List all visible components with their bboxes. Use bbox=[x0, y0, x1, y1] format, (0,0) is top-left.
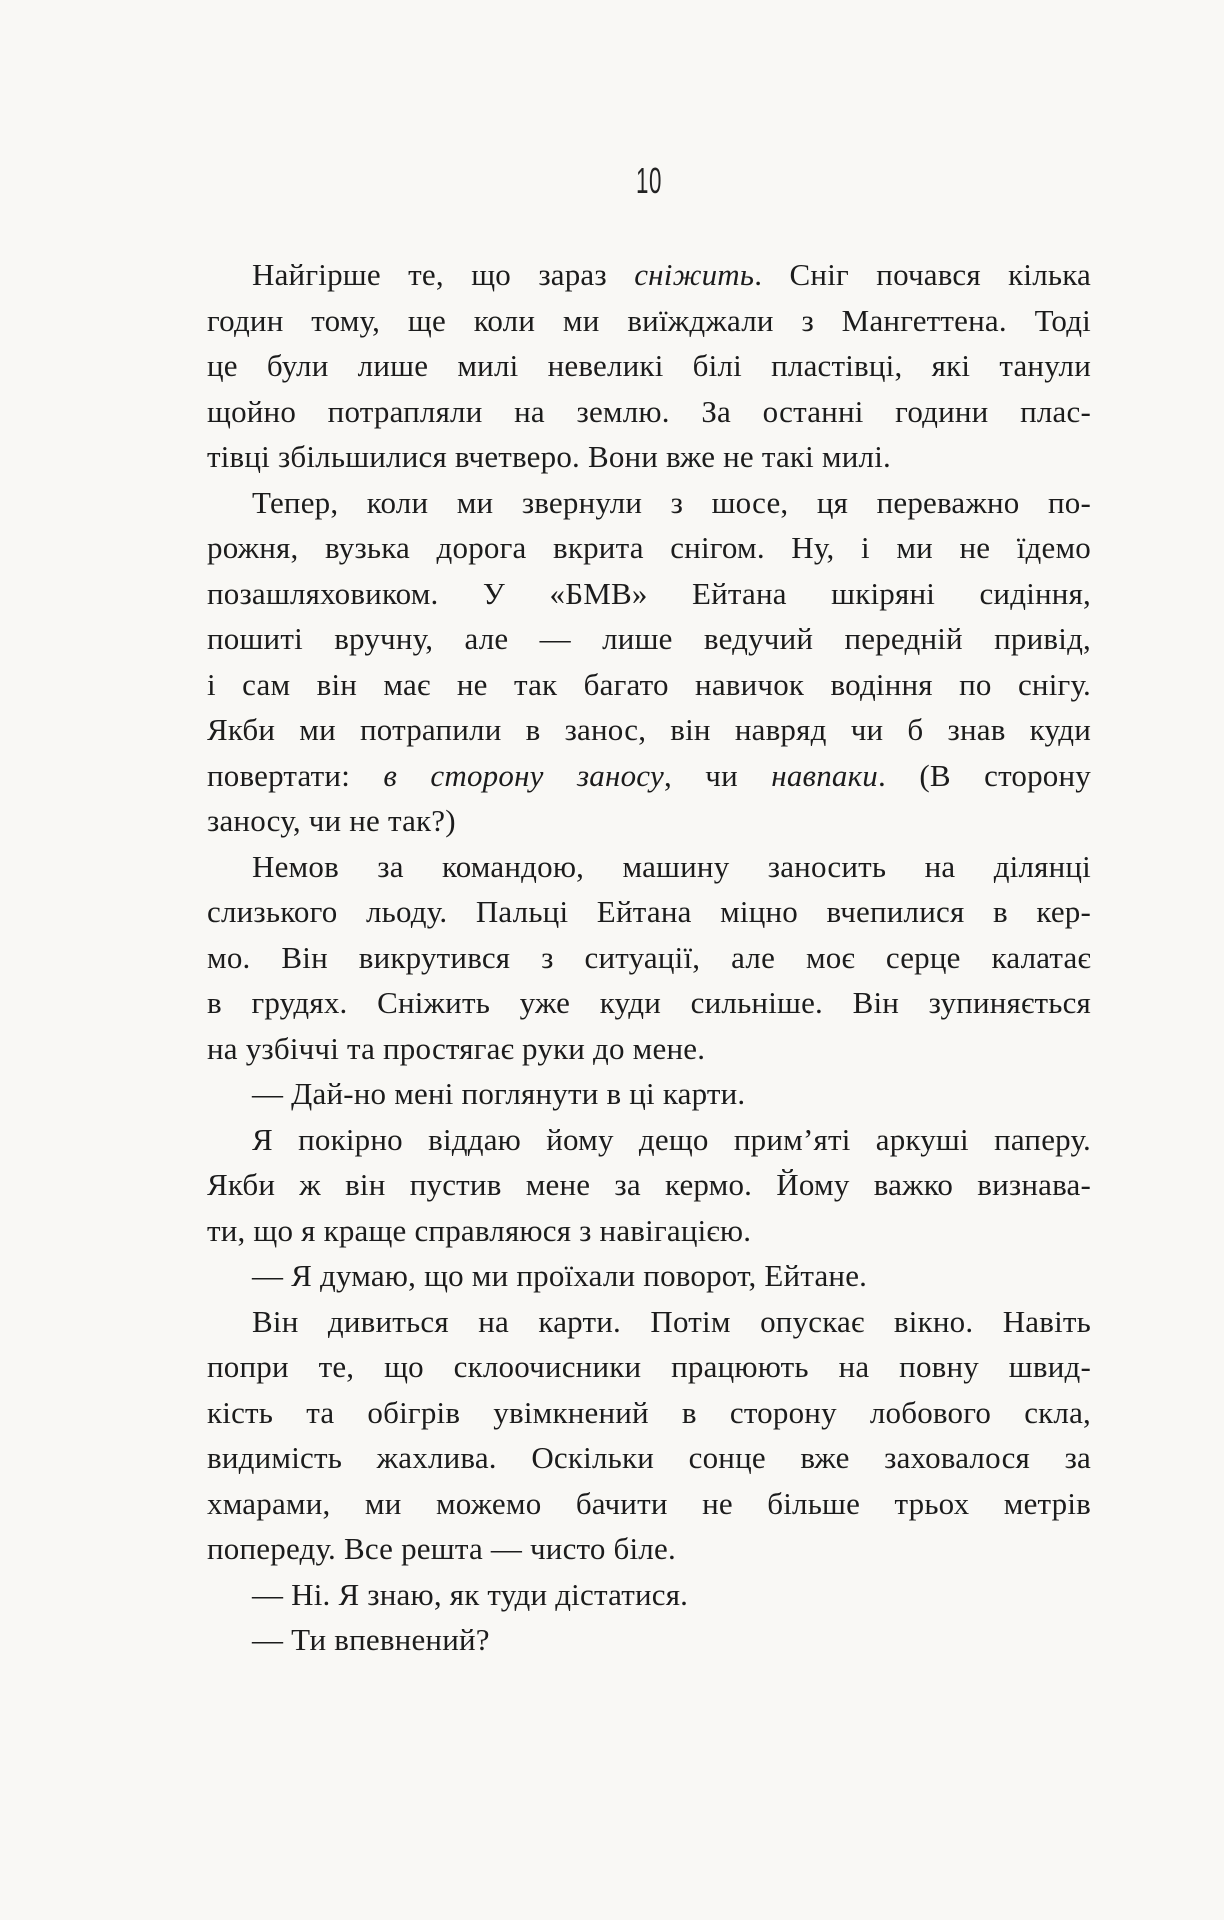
text-line bbox=[207, 798, 1091, 844]
text-line bbox=[207, 389, 1091, 435]
regular-text: слизького льоду. Пальці Ейтана міцно вчепилися в кер- bbox=[207, 894, 1091, 929]
regular-text: — Я думаю, що ми проїхали поворот, Ейтане. bbox=[252, 1258, 868, 1293]
regular-text: Він дивиться на карти. Потім опускає вікно. Навіть bbox=[252, 1303, 1091, 1339]
page-number: 10 bbox=[635, 160, 663, 201]
text-line bbox=[207, 707, 1091, 753]
paragraph bbox=[207, 252, 1091, 480]
regular-text: попереду. Все решта — чисто біле. bbox=[207, 1531, 676, 1566]
text-line bbox=[207, 1026, 1091, 1072]
text-line bbox=[207, 1390, 1091, 1436]
regular-text: — Ти впевнений? bbox=[252, 1622, 490, 1657]
regular-text: це були лише милі невеликі білі пластівці, які танули bbox=[207, 348, 1091, 383]
text-line bbox=[207, 980, 1091, 1026]
regular-text: годин тому, ще коли ми виїжджали з Мангеттена. Тоді bbox=[207, 302, 1091, 338]
text-line bbox=[207, 1481, 1091, 1527]
regular-text: повертати: bbox=[207, 757, 384, 793]
regular-text: мо. Він викрутився з ситуації, але моє серце калатає bbox=[207, 939, 1091, 975]
regular-text: заносу, чи не так?) bbox=[207, 803, 456, 838]
regular-text: тівці збільшилися вчетверо. Вони вже не такі милі. bbox=[207, 439, 891, 474]
regular-text: в грудях. Сніжить уже куди сильніше. Він зупиняється bbox=[207, 985, 1091, 1020]
text-line bbox=[207, 1344, 1091, 1390]
text-line bbox=[207, 1435, 1091, 1481]
regular-text: Я покірно віддаю йому дещо прим’яті аркуші паперу. bbox=[252, 1121, 1091, 1157]
text-line bbox=[207, 1617, 1091, 1663]
regular-text: кість та обігрів увімкнений в сторону лобового скла, bbox=[207, 1394, 1091, 1430]
regular-text: — Ні. Я знаю, як туди дістатися. bbox=[252, 1576, 689, 1612]
text-line bbox=[207, 434, 1091, 480]
text-line bbox=[207, 844, 1091, 890]
paragraph bbox=[207, 844, 1091, 1072]
text-line bbox=[207, 889, 1091, 935]
regular-text: , чи bbox=[663, 757, 772, 793]
text-line bbox=[207, 935, 1091, 981]
page-header bbox=[207, 160, 1091, 201]
text-line bbox=[207, 1117, 1091, 1163]
paragraph bbox=[207, 1572, 1091, 1618]
paragraph bbox=[207, 1117, 1091, 1254]
text-line bbox=[207, 1071, 1091, 1117]
regular-text: Немов за командою, машину заносить на ділянці bbox=[252, 848, 1091, 884]
italic-text: в сторону заносу bbox=[383, 757, 664, 793]
regular-text: видимість жахлива. Оскільки сонце вже заховалося за bbox=[207, 1440, 1091, 1475]
regular-text: хмарами, ми можемо бачити не більше трьох метрів bbox=[207, 1485, 1091, 1521]
regular-text: на узбіччі та простягає руки до мене. bbox=[207, 1030, 706, 1066]
regular-text: рожня, вузька дорога вкрита снігом. Ну, і ми не їдемо bbox=[207, 530, 1091, 565]
text-line bbox=[207, 252, 1091, 298]
text-line bbox=[207, 571, 1091, 617]
paragraph bbox=[207, 1617, 1091, 1663]
text-line bbox=[207, 1162, 1091, 1208]
regular-text: ти, що я краще справляюся з навігацією. bbox=[207, 1212, 752, 1248]
text-line bbox=[207, 343, 1091, 389]
regular-text: пошиті вручну, але — лише ведучий передній привід, bbox=[207, 621, 1091, 656]
regular-text: . (В сторону bbox=[878, 757, 1091, 793]
regular-text: Тепер, коли ми звернули з шосе, ця переважно по- bbox=[252, 484, 1091, 520]
regular-text: Якби ми потрапили в занос, він навряд чи б знав куди bbox=[207, 712, 1091, 747]
text-line bbox=[207, 525, 1091, 571]
paragraph bbox=[207, 480, 1091, 844]
text-line bbox=[207, 298, 1091, 344]
italic-text: навпаки bbox=[771, 757, 879, 793]
regular-text: щойно потрапляли на землю. За останні години плас- bbox=[207, 393, 1091, 429]
text-line bbox=[207, 753, 1091, 799]
text-line bbox=[207, 662, 1091, 708]
text-block bbox=[207, 252, 1091, 1663]
regular-text: Найгірше те, що зараз bbox=[252, 257, 635, 292]
paragraph bbox=[207, 1071, 1091, 1117]
text-line bbox=[207, 1208, 1091, 1254]
text-line bbox=[207, 1526, 1091, 1572]
paragraph bbox=[207, 1253, 1091, 1299]
text-line bbox=[207, 1572, 1091, 1618]
text-line bbox=[207, 616, 1091, 662]
regular-text: позашляховиком. У «БМВ» Ейтана шкіряні сидіння, bbox=[207, 575, 1091, 611]
text-line bbox=[207, 480, 1091, 526]
regular-text: і сам він має не так багато навичок водіння по снігу. bbox=[207, 666, 1091, 702]
regular-text: попри те, що склоочисники працюють на повну швид- bbox=[207, 1349, 1091, 1384]
text-line bbox=[207, 1253, 1091, 1299]
text-line bbox=[207, 1299, 1091, 1345]
regular-text: . Сніг почався кілька bbox=[754, 257, 1091, 292]
regular-text: Якби ж він пустив мене за кермо. Йому важко визнава- bbox=[207, 1167, 1091, 1202]
regular-text: — Дай-но мені поглянути в ці карти. bbox=[252, 1076, 746, 1111]
italic-text: сніжить bbox=[634, 257, 755, 292]
paragraph bbox=[207, 1299, 1091, 1572]
